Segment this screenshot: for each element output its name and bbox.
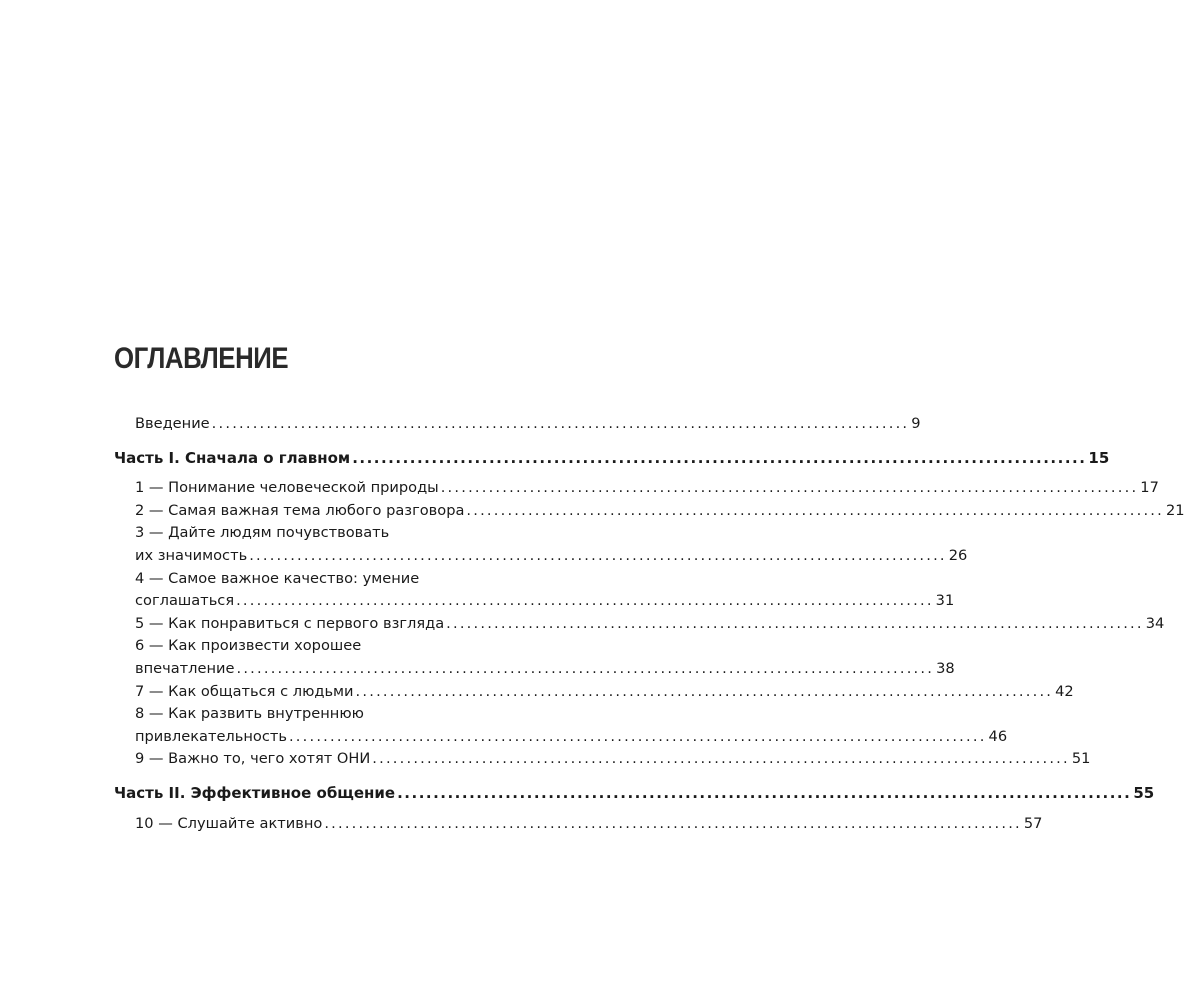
toc-entry-page: 57 — [1023, 814, 1043, 832]
toc-entry-ch6[interactable] — [114, 635, 955, 680]
toc-part-1[interactable] — [114, 447, 1110, 470]
toc-entry-title: 1 — Понимание человеческой природы — [135, 479, 439, 497]
toc-entry-intro[interactable] — [114, 413, 921, 436]
toc-part-page: 55 — [1133, 783, 1155, 802]
toc-entry-title: 9 — Важно то, чего хотят ОНИ — [135, 750, 371, 768]
toc-entry-ch3[interactable] — [114, 522, 968, 567]
dot-leader: ...................................................................................................... — [446, 614, 1144, 632]
dot-leader: ...................................................................................................... — [236, 659, 935, 677]
toc-entry-page: 51 — [1071, 750, 1091, 768]
toc-entry-title-line2: впечатление — [135, 659, 235, 677]
toc-entry-title: 2 — Самая важная тема любого разговора — [135, 501, 465, 519]
toc-entry-title-line2: соглашаться — [135, 592, 235, 610]
toc-entry-ch7[interactable] — [114, 681, 1074, 704]
toc-entry-title-line1: 3 — Дайте людям почувствовать — [135, 524, 390, 542]
dot-leader: ...................................................................................................... — [466, 501, 1164, 519]
toc-entry-page: 21 — [1165, 501, 1185, 519]
dot-leader: ...................................................................................................... — [352, 448, 1087, 467]
toc-entry-ch5[interactable] — [114, 613, 1165, 636]
toc-entry-page: 17 — [1140, 479, 1159, 497]
toc-entry-title-line1: 4 — Самое важное качество: умение — [135, 569, 420, 587]
toc-entry-ch8[interactable] — [114, 703, 1008, 748]
dot-leader: ...................................................................................................... — [249, 546, 947, 564]
dot-leader: ...................................................................................................... — [440, 479, 1139, 497]
toc-entry-ch2[interactable] — [114, 500, 1185, 523]
toc-entry-page: 46 — [988, 727, 1008, 745]
dot-leader: ...................................................................................................... — [324, 814, 1022, 832]
table-of-contents — [114, 413, 1185, 835]
toc-entry-title-line1: 8 — Как развить внутреннюю — [135, 705, 364, 723]
toc-part-title: Часть II. Эффективное общение — [114, 783, 396, 802]
toc-entry-title-line2: привлекательность — [135, 727, 287, 745]
toc-entry-page: 38 — [936, 659, 955, 677]
toc-entry-page: 34 — [1145, 614, 1165, 632]
toc-entry-ch1[interactable] — [114, 477, 1159, 500]
toc-entry-ch4[interactable] — [114, 568, 955, 613]
dot-leader: ...................................................................................................... — [355, 682, 1054, 700]
toc-entry-page: 31 — [935, 592, 955, 610]
toc-entry-page: 42 — [1055, 682, 1074, 700]
toc-entry-title: 5 — Как понравиться с первого взгляда — [135, 614, 445, 632]
toc-entry-title: Введение — [135, 415, 210, 432]
toc-entry-title-line2: их значимость — [135, 546, 248, 564]
toc-entry-ch9[interactable] — [114, 748, 1091, 771]
dot-leader: ...................................................................................................... — [236, 592, 934, 610]
toc-entry-title: 10 — Слушайте активно — [135, 814, 323, 832]
toc-entry-page: 26 — [948, 546, 968, 564]
dot-leader: ...................................................................................................... — [372, 750, 1070, 768]
toc-entry-title: 7 — Как общаться с людьми — [135, 682, 354, 700]
toc-entry-title-line1: 6 — Как произвести хорошее — [135, 637, 362, 655]
toc-entry-page: 9 — [911, 415, 921, 432]
dot-leader: ...................................................................................................... — [211, 415, 910, 432]
toc-heading: ОГЛАВЛЕНИЕ — [114, 342, 289, 375]
toc-entry-ch10[interactable] — [114, 813, 1043, 836]
toc-part-2[interactable] — [114, 782, 1155, 805]
dot-leader: ...................................................................................................... — [397, 783, 1132, 802]
dot-leader: ...................................................................................................... — [288, 727, 987, 745]
toc-part-page: 15 — [1088, 448, 1110, 467]
toc-part-title: Часть I. Сначала о главном — [114, 448, 351, 467]
